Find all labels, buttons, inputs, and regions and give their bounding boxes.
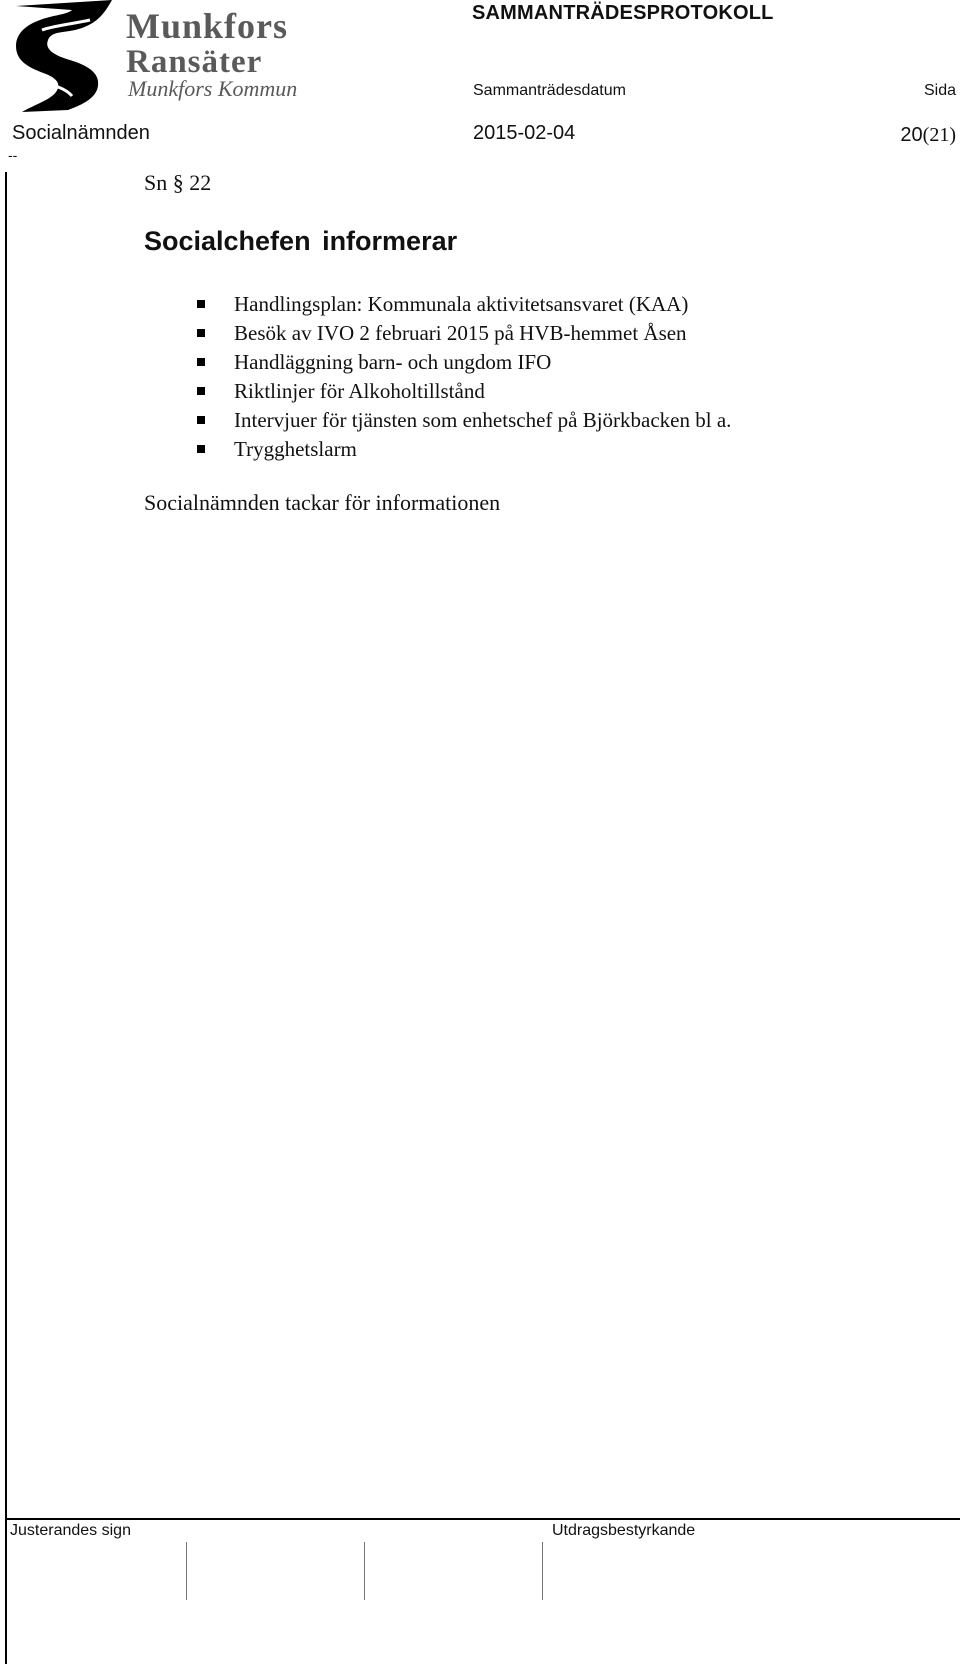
logo-text-ransater: Ransäter bbox=[126, 44, 263, 80]
page-label: Sida bbox=[923, 82, 956, 99]
protocol-title: SAMMANTRÄDESPROTOKOLL bbox=[472, 2, 774, 24]
logo-emblem-icon bbox=[12, 0, 302, 112]
list-item bbox=[192, 290, 731, 319]
list-item-text: Trygghetslarm bbox=[234, 437, 357, 461]
list-item-text: Handlingsplan: Kommunala aktivitetsansvaret (KAA) bbox=[234, 292, 689, 316]
square-bullet-icon bbox=[197, 445, 205, 453]
list-item bbox=[192, 348, 731, 377]
signature-box-divider bbox=[364, 1542, 365, 1600]
square-bullet-icon bbox=[197, 387, 205, 395]
signature-label: Justerandes sign bbox=[10, 1522, 131, 1539]
square-bullet-icon bbox=[197, 416, 205, 424]
list-item bbox=[192, 435, 731, 464]
square-bullet-icon bbox=[197, 300, 205, 308]
page-current: 20 bbox=[900, 124, 923, 146]
footer-rule bbox=[5, 1518, 960, 1520]
committee-name: Socialnämnden bbox=[12, 122, 150, 144]
left-margin-rule bbox=[5, 172, 7, 1664]
page-total: (21) bbox=[922, 124, 956, 146]
square-bullet-icon bbox=[197, 329, 205, 337]
signature-box-divider bbox=[186, 1542, 187, 1600]
list-item bbox=[192, 319, 731, 348]
square-bullet-icon bbox=[197, 358, 205, 366]
meeting-date-label: Sammanträdesdatum bbox=[473, 82, 626, 99]
logo-text-kommun: Munkfors Kommun bbox=[128, 76, 298, 101]
section-title: Socialchefen informerar bbox=[144, 226, 458, 256]
list-item-text: Riktlinjer för Alkoholtillstånd bbox=[234, 379, 485, 403]
certification-label: Utdragsbestyrkande bbox=[552, 1522, 696, 1539]
list-item-text: Intervjuer för tjänsten som enhetschef på Björkbacken bl a. bbox=[234, 408, 732, 432]
meeting-date: 2015-02-04 bbox=[473, 122, 576, 144]
section-number: Sn § 22 bbox=[144, 170, 212, 195]
municipality-logo bbox=[12, 0, 302, 112]
closing-statement: Socialnämnden tackar för informationen bbox=[144, 490, 501, 515]
info-item-list bbox=[192, 290, 731, 464]
list-item-text: Handläggning barn- och ungdom IFO bbox=[234, 350, 552, 374]
logo-text-munkfors: Munkfors bbox=[126, 6, 289, 46]
list-item bbox=[192, 377, 731, 406]
signature-box-divider bbox=[542, 1542, 543, 1600]
header-dash: -- bbox=[8, 147, 18, 163]
list-item bbox=[192, 406, 731, 435]
page-number bbox=[900, 124, 956, 147]
list-item-text: Besök av IVO 2 februari 2015 på HVB-hemmet Åsen bbox=[234, 321, 687, 345]
